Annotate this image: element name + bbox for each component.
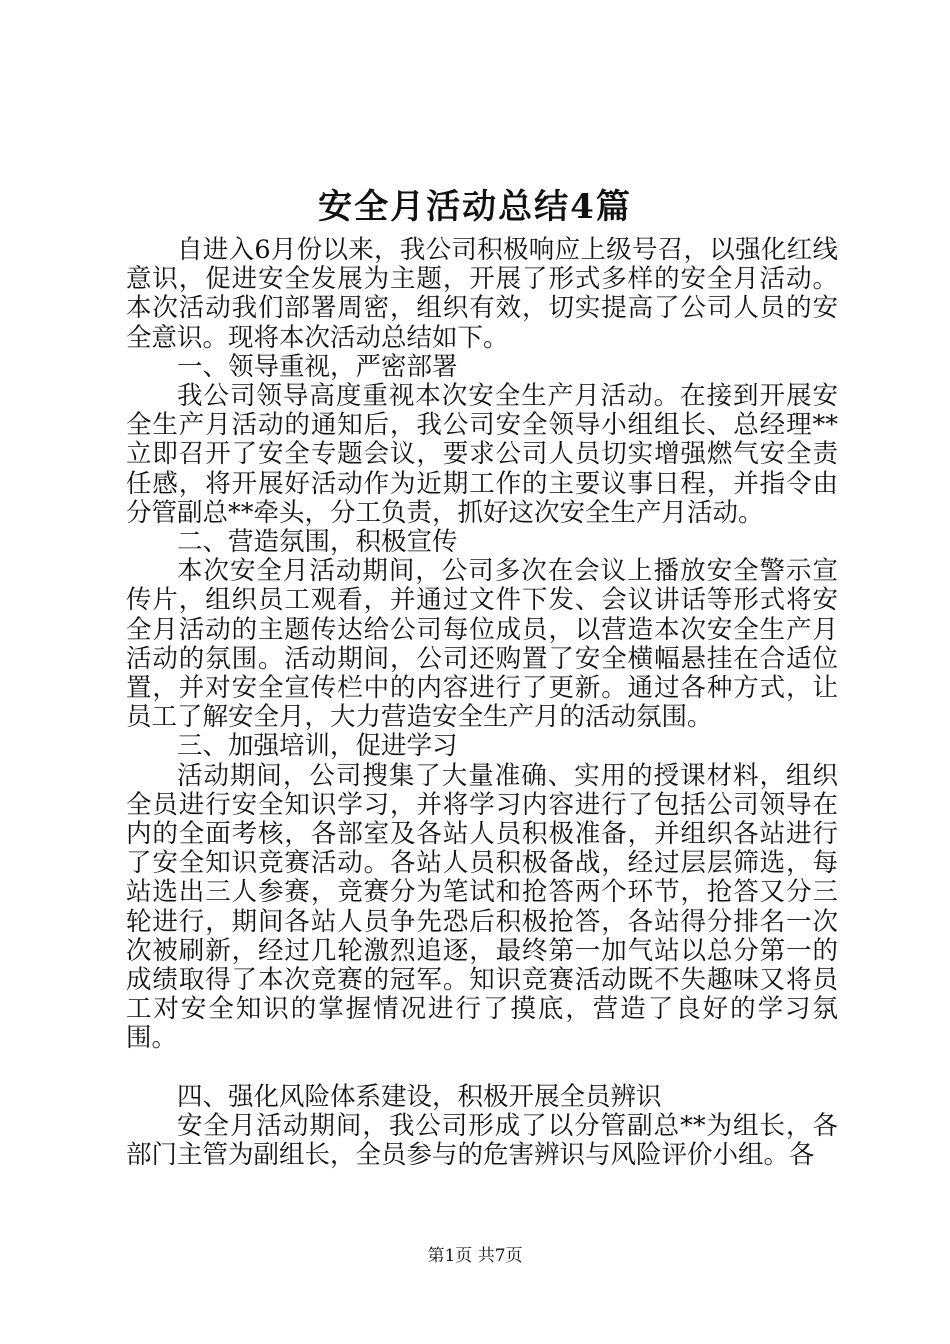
section-heading-4: 四、强化风险体系建设，积极开展全员辨识 [177,1081,662,1112]
section-body-3: 活动期间，公司搜集了大量准确、实用的授课材料，组织全员进行安全知识学习，并将学习内容进行了包括公司领导在内的全面考核，各部室及各站人员积极准备，并组织各站进行了安全知识竞赛活动。各站人员积极备战，经过层层筛选，每站选出三人参赛，竞赛分为笔试和抢答两个环节，抢答又分三轮进行，期间各站人员争先恐后积极抢答，各站得分排名一次次被刷新，经过几轮激烈追逐，最终第一加气站以总分第一的成绩取得了本次竞赛的冠军。知识竞赛活动既不失趣味又将员工对安全知识的掌握情况进行了摸底，营造了良好的学习氛围。 [126,760,838,1054]
document-body [126,236,838,1170]
section-body-1: 我公司领导高度重视本次安全生产月活动。在接到开展安全生产月活动的通知后，我公司安全领导小组组长、总经理**立即召开了安全专题会议，要求公司人员切实增强燃气安全责任感，将开展好活动作为近期工作的主要议事日程，并指令由分管副总**牵头，分工负责，抓好这次安全生产月活动。 [126,381,838,528]
section-heading-3: 三、加强培训，促进学习 [177,731,458,762]
paragraph-gap [126,1054,838,1083]
section-heading-1: 一、领导重视，严密部署 [177,351,458,382]
section-body-2: 本次安全月活动期间，公司多次在会议上播放安全警示宣传片，组织员工观看，并通过文件下发、会议讲话等形式将安全月活动的主题传达给公司每位成员，以营造本次安全生产月活动的氛围。活动期间，公司还购置了安全横幅悬挂在合适位置，并对安全宣传栏中的内容进行了更新。通过各种方式，让员工了解安全月，大力营造安全生产月的活动氛围。 [126,556,838,733]
intro-paragraph: 自进入6月份以来，我公司积极响应上级号召，以强化红线意识，促进安全发展为主题，开展了形式多样的安全月活动。本次活动我们部署周密，组织有效，切实提高了公司人员的安全意识。现将本次活动总结如下。 [126,235,838,353]
page-footer: 第1页 共7页 [427,1246,523,1266]
section-heading-2: 二、营造氛围，积极宣传 [177,527,458,558]
section-body-4: 安全月活动期间，我公司形成了以分管副总**为组长，各部门主管为副组长，全员参与的危害辨识与风险评价小组。各 [126,1110,838,1171]
document-title: 安全月活动总结4篇 [318,187,632,227]
